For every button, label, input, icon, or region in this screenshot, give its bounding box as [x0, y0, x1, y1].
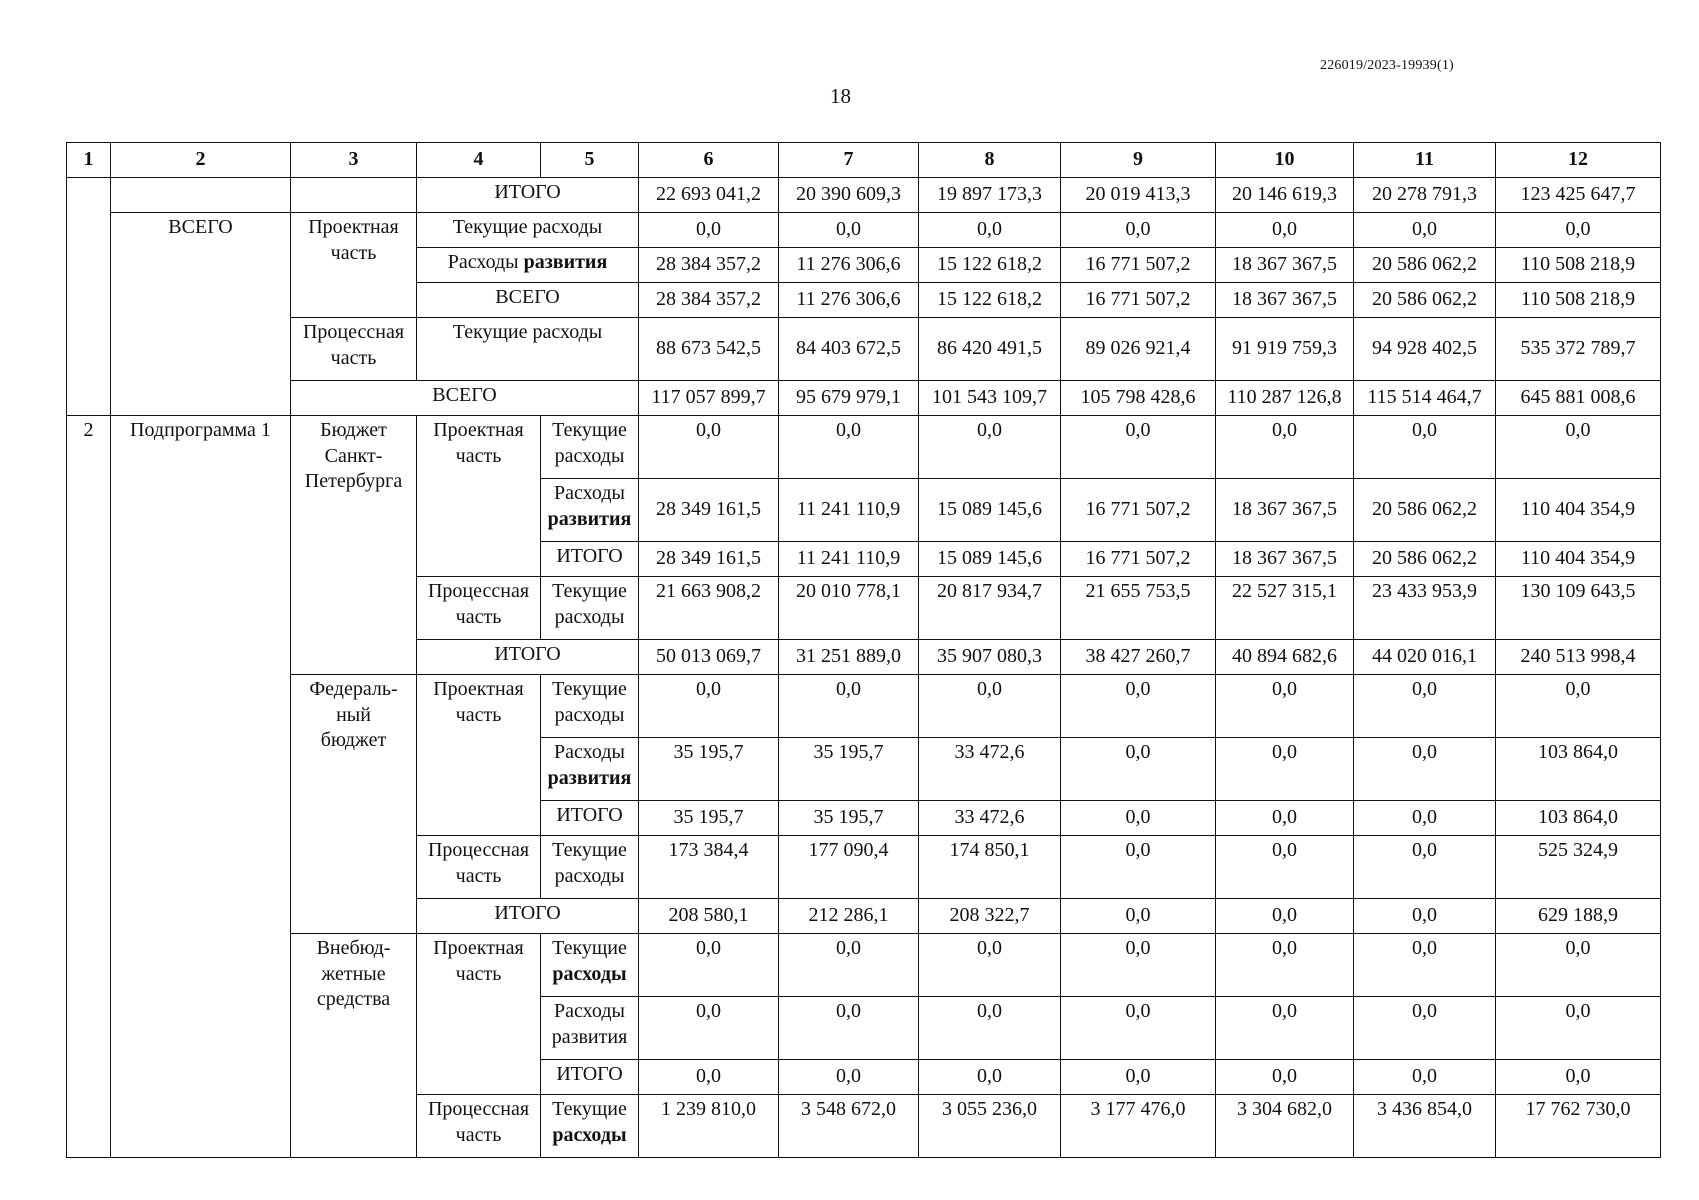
value-cell: 20 019 413,3 — [1061, 178, 1216, 213]
federal-budget-cell — [291, 675, 417, 934]
value-cell: 0,0 — [1354, 416, 1496, 479]
col-header-6: 6 — [639, 143, 779, 178]
row-num-cell — [67, 178, 111, 416]
table-row — [67, 213, 1661, 248]
value-cell: 525 324,9 — [1496, 836, 1661, 899]
value-cell: 86 420 491,5 — [919, 318, 1061, 381]
value-cell: 38 427 260,7 — [1061, 640, 1216, 675]
value-cell: 629 188,9 — [1496, 899, 1661, 934]
value-cell: 17 762 730,0 — [1496, 1095, 1661, 1158]
value-cell: 28 384 357,2 — [639, 248, 779, 283]
row-label — [541, 738, 639, 801]
value-cell: 0,0 — [1496, 416, 1661, 479]
row-label: ИТОГО — [417, 899, 639, 934]
label-part-a: Расходы — [554, 1000, 625, 1022]
row-label — [541, 577, 639, 640]
value-cell: 91 919 759,3 — [1216, 318, 1354, 381]
value-cell: 0,0 — [1061, 899, 1216, 934]
part-label: часть — [455, 703, 502, 726]
value-cell: 0,0 — [1354, 738, 1496, 801]
proekt-label: Проектная — [433, 419, 524, 441]
label-part-a: Текущие — [552, 839, 627, 861]
value-cell: 94 928 402,5 — [1354, 318, 1496, 381]
part-label: часть — [455, 1123, 502, 1146]
label-part-b: развития — [547, 766, 632, 789]
row-label — [541, 1095, 639, 1158]
col-header-7: 7 — [779, 143, 919, 178]
value-cell: 20 146 619,3 — [1216, 178, 1354, 213]
value-cell: 0,0 — [639, 675, 779, 738]
label-part-b: расходы — [554, 703, 625, 726]
label-part-a: Текущие — [552, 580, 627, 602]
value-cell: 15 122 618,2 — [919, 283, 1061, 318]
budget-table — [66, 142, 1661, 1158]
value-cell: 208 322,7 — [919, 899, 1061, 934]
value-cell: 115 514 464,7 — [1354, 381, 1496, 416]
row-label — [541, 934, 639, 997]
col-header-9: 9 — [1061, 143, 1216, 178]
value-cell: 33 472,6 — [919, 801, 1061, 836]
row-label — [541, 997, 639, 1060]
value-cell: 20 586 062,2 — [1354, 283, 1496, 318]
value-cell: 0,0 — [1061, 675, 1216, 738]
proekt-label: Проектная — [433, 937, 524, 959]
value-cell: 103 864,0 — [1496, 738, 1661, 801]
value-cell: 31 251 889,0 — [779, 640, 919, 675]
part-label: часть — [330, 241, 377, 264]
proekt-label: Проектная — [433, 678, 524, 700]
subprogram-cell: Подпрограмма 1 — [111, 416, 291, 1158]
value-cell: 20 817 934,7 — [919, 577, 1061, 640]
value-cell: 16 771 507,2 — [1061, 283, 1216, 318]
col-header-4: 4 — [417, 143, 541, 178]
label-part-b: расходы — [554, 605, 625, 628]
value-cell: 84 403 672,5 — [779, 318, 919, 381]
page-number: 18 — [830, 84, 851, 108]
value-cell: 11 276 306,6 — [779, 248, 919, 283]
value-cell: 110 508 218,9 — [1496, 248, 1661, 283]
value-cell: 1 239 810,0 — [639, 1095, 779, 1158]
source-cell — [291, 178, 417, 213]
label-part-b: развития — [551, 1025, 628, 1048]
label-part-b: расходы — [554, 864, 625, 887]
value-cell: 35 195,7 — [639, 738, 779, 801]
value-cell: 110 508 218,9 — [1496, 283, 1661, 318]
value-cell: 3 304 682,0 — [1216, 1095, 1354, 1158]
value-cell: 0,0 — [1216, 801, 1354, 836]
value-cell: 123 425 647,7 — [1496, 178, 1661, 213]
value-cell: 645 881 008,6 — [1496, 381, 1661, 416]
value-cell: 95 679 979,1 — [779, 381, 919, 416]
row-label: Текущие расходы — [417, 318, 639, 381]
row-label: ВСЕГО — [291, 381, 639, 416]
process-label: Процессная — [302, 321, 405, 343]
part-label: часть — [455, 864, 502, 887]
source-label: Санкт- — [324, 444, 383, 467]
value-cell: 0,0 — [1354, 836, 1496, 899]
value-cell: 3 177 476,0 — [1061, 1095, 1216, 1158]
value-cell: 0,0 — [1061, 836, 1216, 899]
proekt-part-cell — [417, 416, 541, 577]
name-cell — [111, 178, 291, 213]
value-cell: 0,0 — [1354, 1060, 1496, 1095]
value-cell: 0,0 — [1216, 934, 1354, 997]
value-cell: 0,0 — [1061, 213, 1216, 248]
col-header-10: 10 — [1216, 143, 1354, 178]
source-label: Бюджет — [320, 419, 387, 441]
extrabudget-cell — [291, 934, 417, 1158]
value-cell: 21 655 753,5 — [1061, 577, 1216, 640]
value-cell: 212 286,1 — [779, 899, 919, 934]
value-cell: 0,0 — [1354, 213, 1496, 248]
value-cell: 0,0 — [1061, 738, 1216, 801]
process-part-cell — [417, 1095, 541, 1158]
proekt-part-cell — [417, 934, 541, 1095]
value-cell: 0,0 — [919, 1060, 1061, 1095]
row-label: Текущие расходы — [417, 213, 639, 248]
table-row — [67, 381, 1661, 416]
value-cell: 21 663 908,2 — [639, 577, 779, 640]
value-cell: 35 195,7 — [779, 738, 919, 801]
proekt-part-cell — [291, 213, 417, 318]
value-cell: 89 026 921,4 — [1061, 318, 1216, 381]
value-cell: 0,0 — [779, 997, 919, 1060]
label-part-a: Расходы — [447, 251, 524, 273]
label-part-a: Расходы — [554, 482, 625, 504]
label-part-b: расходы — [552, 1123, 627, 1146]
value-cell: 101 543 109,7 — [919, 381, 1061, 416]
value-cell: 0,0 — [1354, 899, 1496, 934]
value-cell: 0,0 — [1216, 1060, 1354, 1095]
value-cell: 0,0 — [1216, 213, 1354, 248]
part-label: часть — [455, 444, 502, 467]
part-label: часть — [330, 346, 377, 369]
proekt-part-cell — [417, 675, 541, 836]
col-header-1: 1 — [67, 143, 111, 178]
source-label: жетные — [321, 962, 386, 985]
value-cell: 208 580,1 — [639, 899, 779, 934]
label-part-b: расходы — [552, 962, 627, 985]
value-cell: 11 276 306,6 — [779, 283, 919, 318]
process-label: Процессная — [427, 1098, 530, 1120]
value-cell: 0,0 — [919, 675, 1061, 738]
value-cell: 173 384,4 — [639, 836, 779, 899]
value-cell: 88 673 542,5 — [639, 318, 779, 381]
value-cell: 15 122 618,2 — [919, 248, 1061, 283]
value-cell: 35 907 080,3 — [919, 640, 1061, 675]
value-cell: 0,0 — [919, 934, 1061, 997]
value-cell: 11 241 110,9 — [779, 479, 919, 542]
value-cell: 22 693 041,2 — [639, 178, 779, 213]
table-row — [67, 178, 1661, 213]
label-part-a: Текущие — [552, 1098, 627, 1120]
value-cell: 110 287 126,8 — [1216, 381, 1354, 416]
row-label — [417, 248, 639, 283]
document-id: 226019/2023-19939(1) — [1320, 58, 1454, 73]
row-label: ИТОГО — [417, 640, 639, 675]
part-label: часть — [455, 605, 502, 628]
value-cell: 0,0 — [1061, 997, 1216, 1060]
col-header-2: 2 — [111, 143, 291, 178]
row-label — [541, 675, 639, 738]
source-label: средства — [316, 988, 391, 1011]
label-part-a: Текущие — [552, 937, 627, 959]
label-part-a: Расходы — [554, 741, 625, 763]
source-label: ный — [336, 703, 371, 726]
value-cell: 0,0 — [1496, 213, 1661, 248]
row-label — [541, 416, 639, 479]
row-label — [541, 479, 639, 542]
value-cell: 0,0 — [1496, 675, 1661, 738]
process-label: Процессная — [427, 580, 530, 602]
value-cell: 28 349 161,5 — [639, 542, 779, 577]
col-header-8: 8 — [919, 143, 1061, 178]
value-cell: 35 195,7 — [639, 801, 779, 836]
value-cell: 0,0 — [779, 1060, 919, 1095]
value-cell: 0,0 — [1354, 997, 1496, 1060]
value-cell: 0,0 — [779, 213, 919, 248]
value-cell: 0,0 — [1061, 801, 1216, 836]
row-label: ИТОГО — [541, 1060, 639, 1095]
value-cell: 240 513 998,4 — [1496, 640, 1661, 675]
value-cell: 44 020 016,1 — [1354, 640, 1496, 675]
source-label: Петербурга — [304, 470, 403, 493]
value-cell: 535 372 789,7 — [1496, 318, 1661, 381]
value-cell: 0,0 — [639, 1060, 779, 1095]
value-cell: 16 771 507,2 — [1061, 542, 1216, 577]
value-cell: 0,0 — [779, 934, 919, 997]
value-cell: 0,0 — [779, 675, 919, 738]
value-cell: 20 586 062,2 — [1354, 542, 1496, 577]
value-cell: 110 404 354,9 — [1496, 479, 1661, 542]
value-cell: 174 850,1 — [919, 836, 1061, 899]
value-cell: 0,0 — [1496, 934, 1661, 997]
row-label: ИТОГО — [541, 801, 639, 836]
value-cell: 18 367 367,5 — [1216, 542, 1354, 577]
vsego-cell: ВСЕГО — [111, 213, 291, 416]
value-cell: 3 055 236,0 — [919, 1095, 1061, 1158]
row-label: ИТОГО — [417, 178, 639, 213]
value-cell: 23 433 953,9 — [1354, 577, 1496, 640]
value-cell: 0,0 — [919, 416, 1061, 479]
value-cell: 0,0 — [1216, 738, 1354, 801]
value-cell: 35 195,7 — [779, 801, 919, 836]
value-cell: 33 472,6 — [919, 738, 1061, 801]
value-cell: 0,0 — [639, 416, 779, 479]
table-row — [67, 416, 1661, 479]
value-cell: 20 278 791,3 — [1354, 178, 1496, 213]
value-cell: 20 586 062,2 — [1354, 479, 1496, 542]
value-cell: 0,0 — [1496, 997, 1661, 1060]
value-cell: 0,0 — [919, 213, 1061, 248]
value-cell: 28 384 357,2 — [639, 283, 779, 318]
row-label — [541, 836, 639, 899]
value-cell: 20 586 062,2 — [1354, 248, 1496, 283]
label-part-b: развития — [547, 507, 632, 530]
value-cell: 0,0 — [1216, 997, 1354, 1060]
table-row — [67, 934, 1661, 997]
value-cell: 19 897 173,3 — [919, 178, 1061, 213]
value-cell: 0,0 — [1216, 416, 1354, 479]
value-cell: 28 349 161,5 — [639, 479, 779, 542]
value-cell: 18 367 367,5 — [1216, 283, 1354, 318]
value-cell: 0,0 — [1354, 801, 1496, 836]
value-cell: 16 771 507,2 — [1061, 479, 1216, 542]
value-cell: 0,0 — [1216, 899, 1354, 934]
value-cell: 20 390 609,3 — [779, 178, 919, 213]
label-part-b: расходы — [554, 444, 625, 467]
table-row — [67, 675, 1661, 738]
value-cell: 0,0 — [1216, 675, 1354, 738]
process-part-cell — [417, 577, 541, 640]
process-part-cell — [291, 318, 417, 381]
value-cell: 18 367 367,5 — [1216, 248, 1354, 283]
value-cell: 16 771 507,2 — [1061, 248, 1216, 283]
budget-spb-cell — [291, 416, 417, 675]
source-label: Внебюд- — [316, 937, 391, 959]
source-label: бюджет — [320, 729, 387, 752]
value-cell: 40 894 682,6 — [1216, 640, 1354, 675]
part-label: часть — [455, 962, 502, 985]
label-part-a: Текущие — [552, 419, 627, 441]
value-cell: 0,0 — [1354, 934, 1496, 997]
row-label: ИТОГО — [541, 542, 639, 577]
value-cell: 11 241 110,9 — [779, 542, 919, 577]
value-cell: 103 864,0 — [1496, 801, 1661, 836]
value-cell: 0,0 — [1061, 1060, 1216, 1095]
value-cell: 0,0 — [1061, 416, 1216, 479]
value-cell: 0,0 — [1216, 836, 1354, 899]
value-cell: 0,0 — [1354, 675, 1496, 738]
label-part-b: развития — [523, 251, 608, 273]
label-part-a: Текущие — [552, 678, 627, 700]
process-part-cell — [417, 836, 541, 899]
value-cell: 0,0 — [639, 213, 779, 248]
value-cell: 110 404 354,9 — [1496, 542, 1661, 577]
value-cell: 130 109 643,5 — [1496, 577, 1661, 640]
col-header-12: 12 — [1496, 143, 1661, 178]
value-cell: 0,0 — [1496, 1060, 1661, 1095]
value-cell: 105 798 428,6 — [1061, 381, 1216, 416]
value-cell: 0,0 — [639, 997, 779, 1060]
proekt-label: Проектная — [308, 216, 399, 238]
value-cell: 0,0 — [779, 416, 919, 479]
table-row — [67, 318, 1661, 381]
value-cell: 0,0 — [639, 934, 779, 997]
value-cell: 0,0 — [1061, 934, 1216, 997]
col-header-5: 5 — [541, 143, 639, 178]
value-cell: 0,0 — [919, 997, 1061, 1060]
value-cell: 3 548 672,0 — [779, 1095, 919, 1158]
value-cell: 117 057 899,7 — [639, 381, 779, 416]
process-label: Процессная — [427, 839, 530, 861]
value-cell: 177 090,4 — [779, 836, 919, 899]
header-row — [67, 143, 1661, 178]
value-cell: 22 527 315,1 — [1216, 577, 1354, 640]
row-num-cell: 2 — [67, 416, 111, 1158]
value-cell: 15 089 145,6 — [919, 542, 1061, 577]
col-header-11: 11 — [1354, 143, 1496, 178]
value-cell: 15 089 145,6 — [919, 479, 1061, 542]
row-label: ВСЕГО — [417, 283, 639, 318]
value-cell: 3 436 854,0 — [1354, 1095, 1496, 1158]
col-header-3: 3 — [291, 143, 417, 178]
value-cell: 18 367 367,5 — [1216, 479, 1354, 542]
source-label: Федераль- — [309, 678, 398, 700]
value-cell: 50 013 069,7 — [639, 640, 779, 675]
value-cell: 20 010 778,1 — [779, 577, 919, 640]
